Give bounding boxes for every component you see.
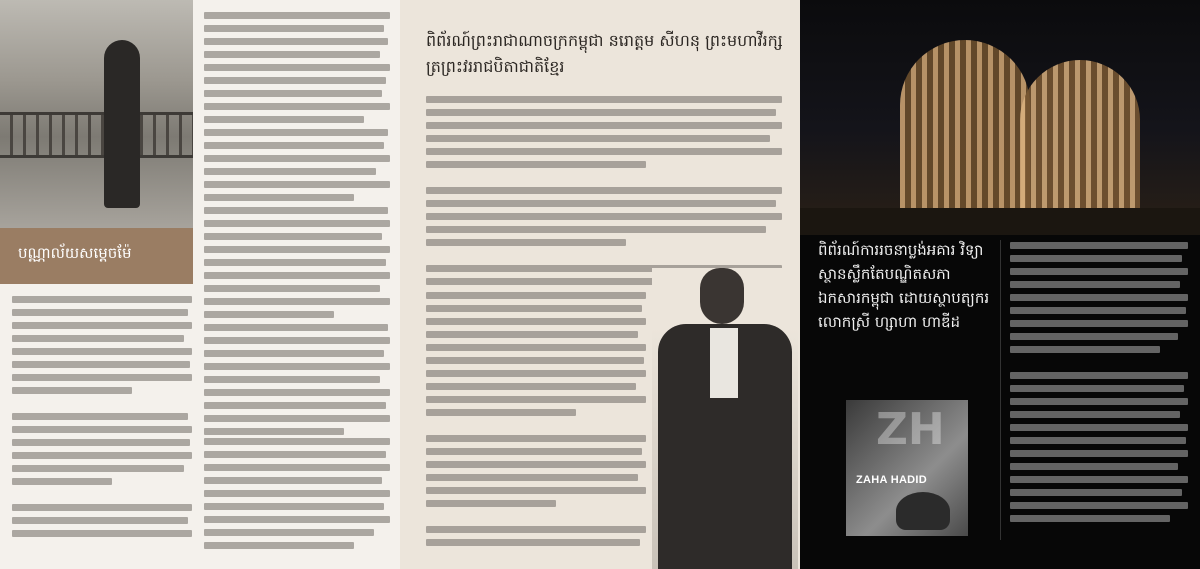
book-portrait — [896, 492, 950, 530]
building-ground — [800, 208, 1200, 235]
panel-architecture — [800, 0, 1200, 569]
library-caption-box — [0, 228, 193, 284]
portrait-head — [700, 268, 744, 324]
text-block-full-width — [426, 96, 782, 291]
text-column-top-right — [204, 12, 390, 441]
text-block-left-of-portrait — [426, 292, 646, 552]
exhibition-title: ពិព័រណ៍ព្រះរាជាណាចក្រកម្ពុជា នរោត្តម សីហនុ ព្រះមហាវីរក្សត្រព្រះវររាជបិតាជាតិខ្មែរ — [426, 31, 783, 76]
text-column-right — [1010, 242, 1188, 528]
photo-railing — [0, 112, 193, 158]
photo-building-rendering — [800, 0, 1200, 235]
library-caption: បណ្ណាល័យសម្តេចម៉ែ — [18, 244, 132, 262]
panel-library — [0, 0, 400, 569]
column-divider — [1000, 240, 1001, 540]
book-monogram: ZH — [876, 404, 945, 455]
building-wing-left — [900, 40, 1030, 210]
book-cover-zaha-hadid — [846, 400, 968, 536]
photo-king-portrait — [652, 268, 798, 569]
architecture-title: ពិព័រណ៍ការរចនាប្លង់អគារ វិទ្យាស្ថានស្លឹកតែបណ្ឌិតសភា ឯកសារកម្ពុជា ដោយស្ថាបត្យករ លោកស្រី ហ្សាហា ហាឌីដ — [818, 241, 990, 331]
photo-woman-figure — [104, 40, 140, 208]
text-column-bottom-right — [204, 438, 390, 555]
photo-woman-on-bench — [0, 0, 193, 228]
text-column-bottom-left — [12, 296, 192, 543]
panel-exhibition-king — [400, 0, 800, 569]
portrait-shirt — [710, 328, 738, 398]
building-wing-right — [1020, 60, 1140, 210]
book-author-name: ZAHA HADID — [856, 474, 928, 486]
